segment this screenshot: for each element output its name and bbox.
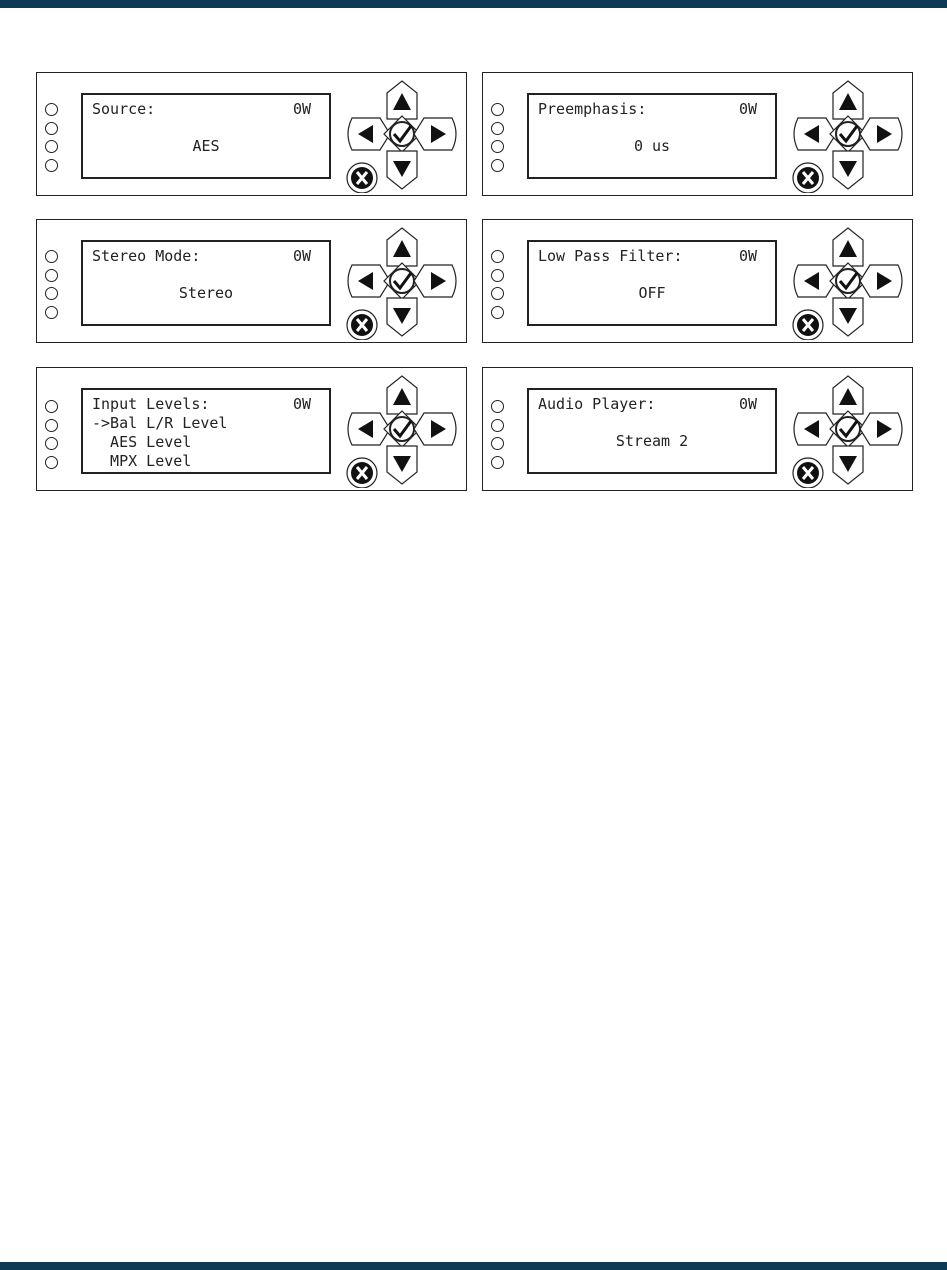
- lcd-display: [81, 240, 331, 326]
- down-arrow-icon[interactable]: [833, 446, 863, 484]
- power-readout: 0W: [292, 100, 311, 118]
- navigation-keypad: [788, 79, 908, 193]
- status-led: [45, 103, 58, 116]
- status-led: [45, 400, 58, 413]
- power-readout: 0W: [738, 247, 757, 265]
- lcd-display: [81, 388, 331, 474]
- navigation-keypad: [788, 226, 908, 340]
- x-icon[interactable]: [793, 310, 823, 340]
- up-arrow-icon[interactable]: [833, 376, 863, 414]
- x-icon[interactable]: [347, 310, 377, 340]
- power-readout: 0W: [292, 247, 311, 265]
- status-led: [45, 140, 58, 153]
- right-arrow-icon[interactable]: [414, 413, 456, 445]
- up-arrow-icon[interactable]: [833, 81, 863, 119]
- lcd-value: Stream 2: [615, 432, 689, 450]
- down-arrow-icon[interactable]: [833, 298, 863, 336]
- up-arrow-icon[interactable]: [833, 228, 863, 266]
- front-panel-audio-player: [482, 367, 913, 491]
- status-led: [45, 269, 58, 282]
- x-icon[interactable]: [793, 163, 823, 193]
- status-led: [45, 159, 58, 172]
- navigation-keypad: [788, 374, 908, 488]
- lcd-display: [527, 93, 777, 179]
- menu-item-bal-lr-level[interactable]: ->Bal L/R Level: [92, 414, 228, 432]
- lcd-title: Input Levels:: [92, 395, 210, 413]
- header-bar: [0, 0, 947, 8]
- down-arrow-icon[interactable]: [387, 446, 417, 484]
- status-led: [491, 400, 504, 413]
- status-led: [45, 122, 58, 135]
- front-panel-input-levels: [36, 367, 467, 491]
- lcd-display: [81, 93, 331, 179]
- right-arrow-icon[interactable]: [860, 413, 902, 445]
- down-arrow-icon[interactable]: [387, 298, 417, 336]
- down-arrow-icon[interactable]: [833, 151, 863, 189]
- right-arrow-icon[interactable]: [860, 265, 902, 297]
- status-led: [491, 269, 504, 282]
- status-led: [491, 250, 504, 263]
- right-arrow-icon[interactable]: [414, 118, 456, 150]
- status-led: [491, 122, 504, 135]
- lcd-title: Audio Player:: [538, 395, 656, 413]
- up-arrow-icon[interactable]: [387, 228, 417, 266]
- front-panel-stereo-mode: [36, 219, 467, 343]
- status-led: [491, 159, 504, 172]
- right-arrow-icon[interactable]: [414, 265, 456, 297]
- status-led: [491, 287, 504, 300]
- status-led: [491, 306, 504, 319]
- front-panel-source: [36, 72, 467, 196]
- status-led: [45, 456, 58, 469]
- power-readout: 0W: [292, 395, 311, 413]
- x-icon[interactable]: [347, 163, 377, 193]
- lcd-title: Stereo Mode:: [92, 247, 201, 265]
- lcd-title: Preemphasis:: [538, 100, 647, 118]
- menu-item-mpx-level[interactable]: MPX Level: [92, 452, 192, 470]
- lcd-display: [527, 388, 777, 474]
- lcd-title: Source:: [92, 100, 156, 118]
- up-arrow-icon[interactable]: [387, 376, 417, 414]
- status-led: [491, 437, 504, 450]
- front-panel-low-pass-filter: [482, 219, 913, 343]
- status-led: [45, 287, 58, 300]
- up-arrow-icon[interactable]: [387, 81, 417, 119]
- right-arrow-icon[interactable]: [860, 118, 902, 150]
- navigation-keypad: [342, 374, 462, 488]
- x-icon[interactable]: [347, 458, 377, 488]
- footer-bar: [0, 1262, 947, 1270]
- lcd-title: Low Pass Filter:: [538, 247, 683, 265]
- front-panel-preemphasis: [482, 72, 913, 196]
- navigation-keypad: [342, 226, 462, 340]
- power-readout: 0W: [738, 395, 757, 413]
- lcd-value: 0 us: [633, 137, 671, 155]
- power-readout: 0W: [738, 100, 757, 118]
- status-led: [491, 456, 504, 469]
- status-led: [45, 306, 58, 319]
- status-led: [491, 140, 504, 153]
- status-led: [45, 250, 58, 263]
- status-led: [491, 419, 504, 432]
- status-led: [45, 419, 58, 432]
- status-led: [45, 437, 58, 450]
- x-icon[interactable]: [793, 458, 823, 488]
- lcd-value: Stereo: [178, 284, 234, 302]
- menu-item-aes-level[interactable]: AES Level: [92, 433, 192, 451]
- lcd-value: OFF: [638, 284, 666, 302]
- lcd-display: [527, 240, 777, 326]
- down-arrow-icon[interactable]: [387, 151, 417, 189]
- status-led: [491, 103, 504, 116]
- navigation-keypad: [342, 79, 462, 193]
- lcd-value: AES: [192, 137, 220, 155]
